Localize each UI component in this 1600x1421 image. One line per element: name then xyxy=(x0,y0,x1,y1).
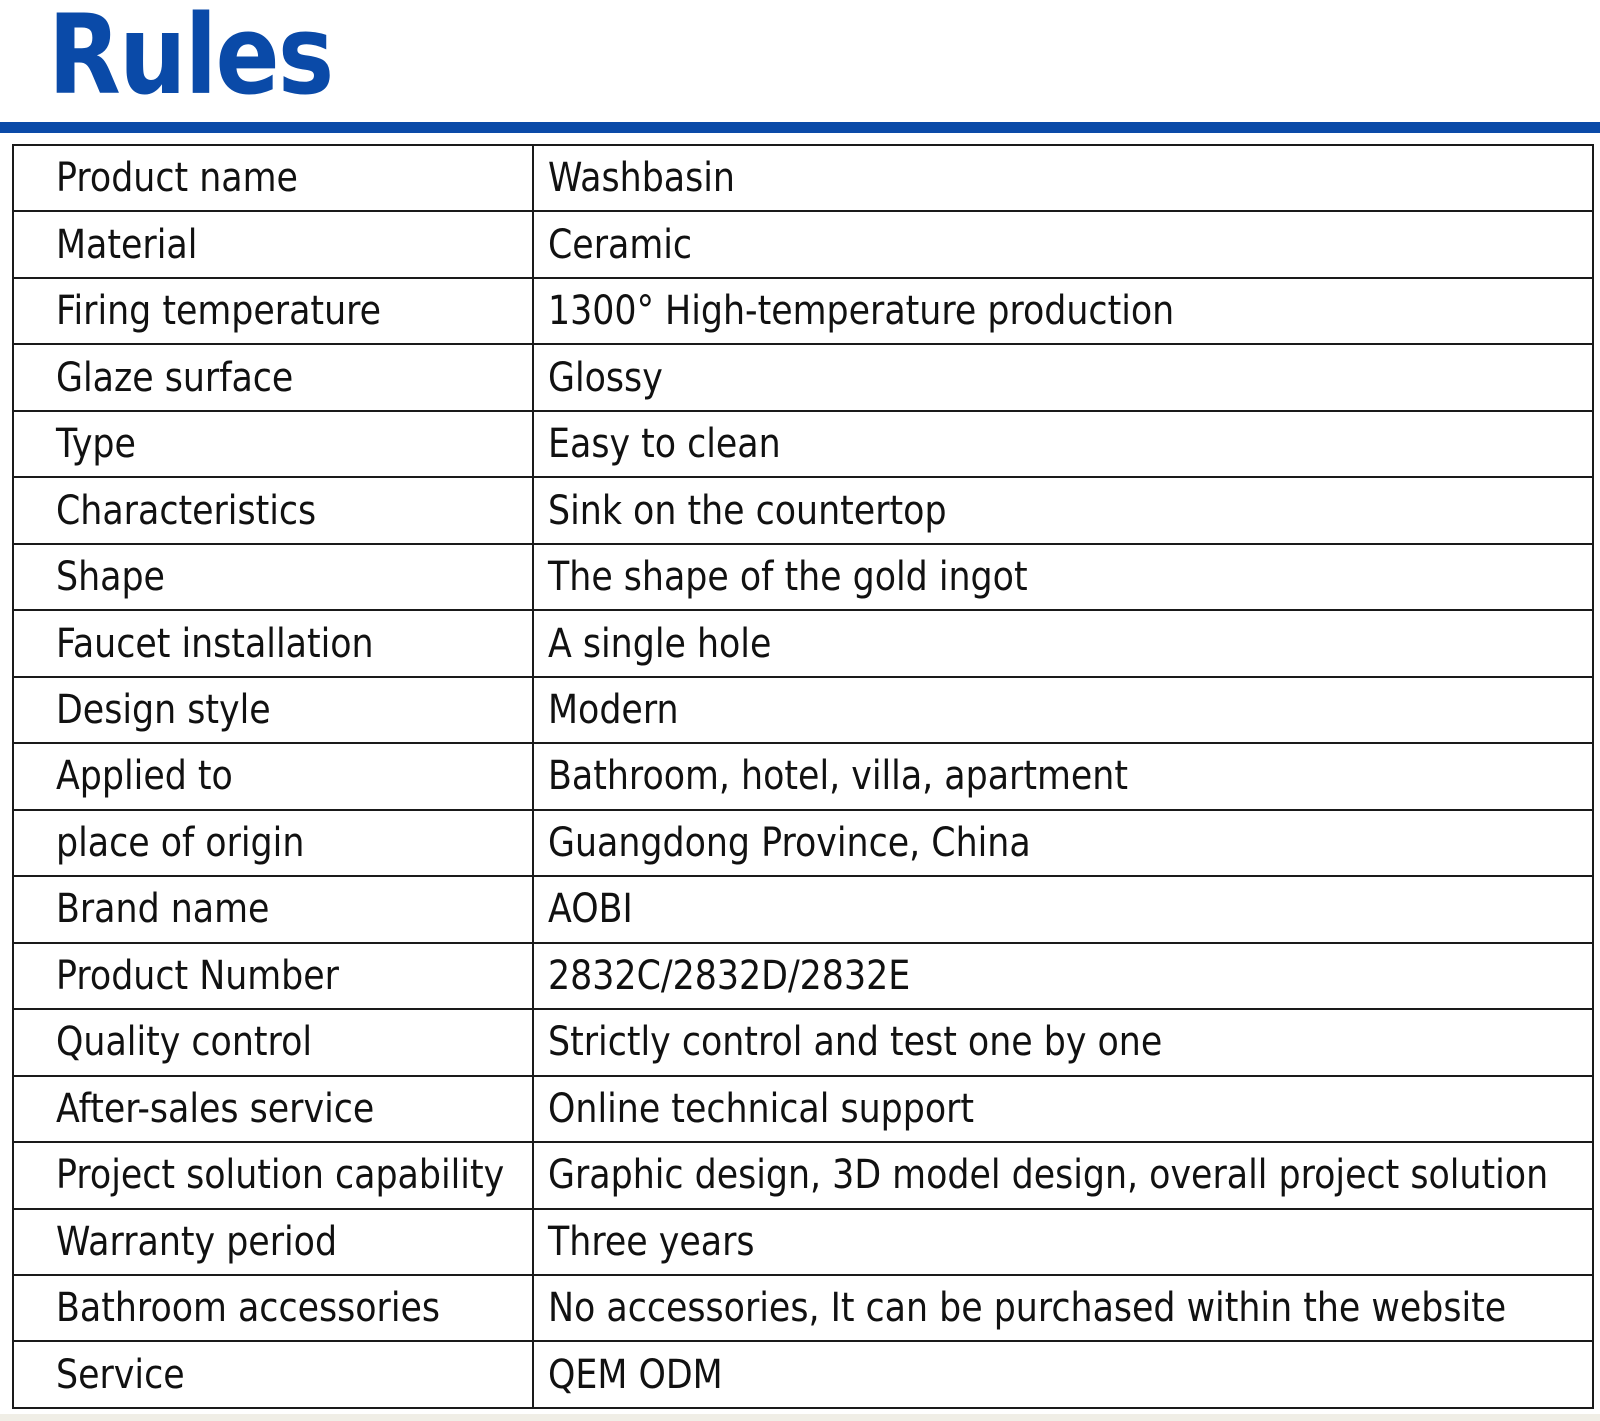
spec-label-cell xyxy=(13,1142,533,1208)
table-row xyxy=(13,411,1593,477)
spec-label: Applied to xyxy=(56,753,233,800)
spec-label: Material xyxy=(56,221,198,268)
spec-value-cell xyxy=(533,1209,1593,1275)
spec-label-cell xyxy=(13,278,533,344)
spec-label-cell xyxy=(13,1341,533,1408)
spec-value-cell xyxy=(533,810,1593,876)
spec-value: Washbasin xyxy=(548,155,735,202)
spec-label-cell xyxy=(13,943,533,1009)
spec-label-cell xyxy=(13,477,533,543)
spec-label: Quality control xyxy=(56,1019,313,1066)
spec-value-cell xyxy=(533,145,1593,211)
spec-value-cell xyxy=(533,411,1593,477)
spec-label: Faucet installation xyxy=(56,620,374,667)
spec-label: Glaze surface xyxy=(56,354,294,401)
table-row xyxy=(13,477,1593,543)
spec-value: Sink on the countertop xyxy=(548,487,947,534)
spec-label: Firing temperature xyxy=(56,288,382,335)
spec-label-cell xyxy=(13,211,533,277)
table-row xyxy=(13,677,1593,743)
spec-label: Product name xyxy=(56,155,298,202)
spec-value: Three years xyxy=(548,1218,755,1265)
spec-label: Characteristics xyxy=(56,487,317,534)
table-row xyxy=(13,211,1593,277)
spec-label: Warranty period xyxy=(56,1218,338,1265)
spec-value: The shape of the gold ingot xyxy=(548,554,1028,601)
table-row xyxy=(13,943,1593,1009)
spec-value-cell xyxy=(533,1076,1593,1142)
spec-label: After-sales service xyxy=(56,1085,375,1132)
spec-value: Guangdong Province, China xyxy=(548,819,1031,866)
spec-label-cell xyxy=(13,1009,533,1075)
spec-value-cell xyxy=(533,1341,1593,1408)
page-title: Rules xyxy=(48,0,333,119)
spec-label: Service xyxy=(56,1351,185,1398)
table-row xyxy=(13,544,1593,610)
table-row xyxy=(13,1341,1593,1408)
spec-value: Modern xyxy=(548,686,679,733)
spec-value-cell xyxy=(533,211,1593,277)
spec-value: AOBI xyxy=(548,886,633,933)
spec-value: 2832C/2832D/2832E xyxy=(548,952,911,999)
bottom-edge xyxy=(0,1414,1600,1421)
spec-value-cell xyxy=(533,743,1593,809)
table-row xyxy=(13,145,1593,211)
spec-label-cell xyxy=(13,743,533,809)
spec-value: Glossy xyxy=(548,354,663,401)
table-row xyxy=(13,876,1593,942)
table-row xyxy=(13,610,1593,676)
spec-value: QEM ODM xyxy=(548,1351,723,1398)
spec-label-cell xyxy=(13,1275,533,1341)
spec-label-cell xyxy=(13,1076,533,1142)
spec-label: Design style xyxy=(56,686,271,733)
table-row xyxy=(13,1076,1593,1142)
spec-label: Type xyxy=(56,421,136,468)
spec-value: Ceramic xyxy=(548,221,693,268)
spec-label: Bathroom accessories xyxy=(56,1285,441,1332)
spec-value-cell xyxy=(533,544,1593,610)
spec-value-cell xyxy=(533,610,1593,676)
spec-table xyxy=(12,144,1594,1409)
table-row xyxy=(13,344,1593,410)
table-row xyxy=(13,1275,1593,1341)
table-row xyxy=(13,743,1593,809)
table-row xyxy=(13,810,1593,876)
spec-value-cell xyxy=(533,876,1593,942)
spec-label-cell xyxy=(13,344,533,410)
spec-label-cell xyxy=(13,544,533,610)
spec-label: place of origin xyxy=(56,819,305,866)
spec-value: Graphic design, 3D model design, overall project solution xyxy=(548,1152,1549,1199)
spec-value: Online technical support xyxy=(548,1085,975,1132)
spec-value-cell xyxy=(533,477,1593,543)
spec-label-cell xyxy=(13,677,533,743)
spec-value: Strictly control and test one by one xyxy=(548,1019,1163,1066)
spec-label-cell xyxy=(13,411,533,477)
table-row xyxy=(13,1009,1593,1075)
spec-value: Bathroom, hotel, villa, apartment xyxy=(548,753,1129,800)
spec-label-cell xyxy=(13,1209,533,1275)
spec-value: No accessories, It can be purchased within the website xyxy=(548,1285,1507,1332)
spec-label: Shape xyxy=(56,554,165,601)
spec-value-cell xyxy=(533,1009,1593,1075)
spec-value: A single hole xyxy=(548,620,772,667)
table-row xyxy=(13,278,1593,344)
spec-value: Easy to clean xyxy=(548,421,781,468)
spec-label: Product Number xyxy=(56,952,339,999)
spec-value-cell xyxy=(533,1142,1593,1208)
spec-label-cell xyxy=(13,810,533,876)
spec-value: 1300° High-temperature production xyxy=(548,288,1175,335)
table-row xyxy=(13,1142,1593,1208)
spec-label-cell xyxy=(13,876,533,942)
spec-label: Project solution capability xyxy=(56,1152,505,1199)
table-row xyxy=(13,1209,1593,1275)
spec-value-cell xyxy=(533,677,1593,743)
title-divider xyxy=(0,122,1600,133)
spec-label-cell xyxy=(13,610,533,676)
spec-value-cell xyxy=(533,344,1593,410)
spec-value-cell xyxy=(533,943,1593,1009)
spec-value-cell xyxy=(533,1275,1593,1341)
spec-value-cell xyxy=(533,278,1593,344)
spec-label-cell xyxy=(13,145,533,211)
spec-label: Brand name xyxy=(56,886,270,933)
